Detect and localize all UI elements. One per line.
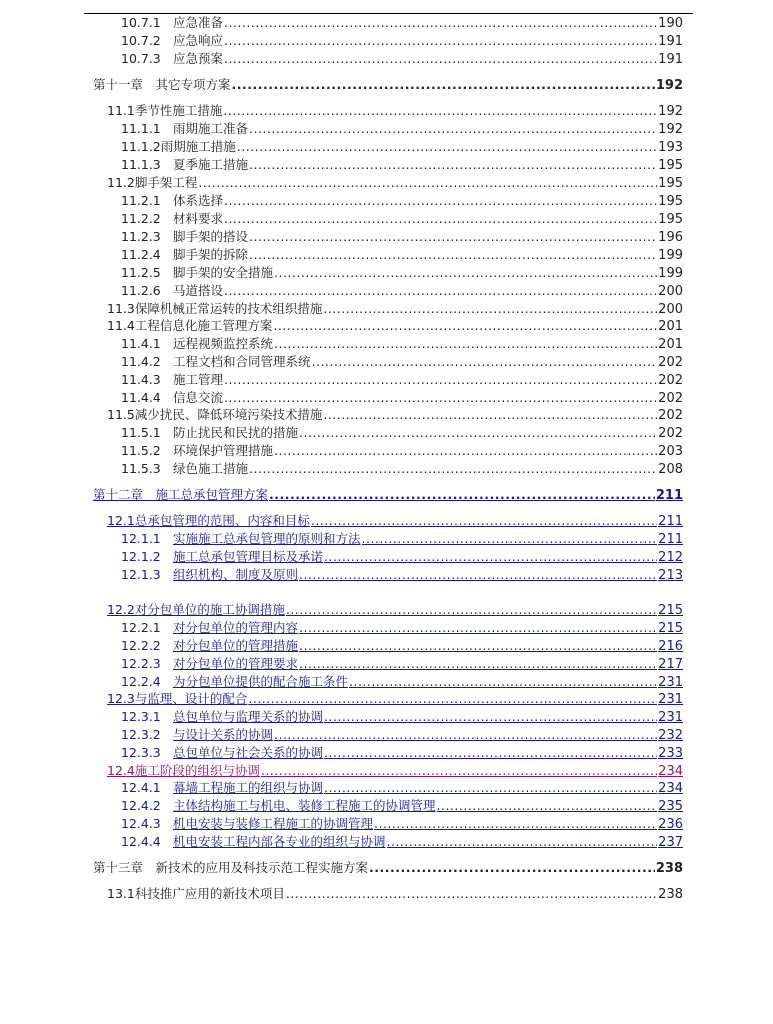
dot-leader <box>349 673 657 691</box>
toc-entry-text: 脚手架的安全措施 <box>173 265 274 280</box>
toc-entry-title <box>121 32 223 50</box>
toc-entry-text: 对分包单位的管理措施 <box>173 638 299 653</box>
toc-entry-number: 11.4.4 <box>121 390 161 405</box>
dot-leader <box>324 548 657 566</box>
toc-entry-text: 材料要求 <box>173 211 224 226</box>
toc-page-number: 192 <box>658 122 683 137</box>
toc-page-number: 211 <box>658 514 683 529</box>
toc-entry-title <box>121 353 311 371</box>
toc-page-number: 199 <box>658 266 683 281</box>
toc-chapter-entry[interactable] <box>93 486 683 504</box>
toc-entry <box>121 371 683 389</box>
dot-leader <box>248 690 657 708</box>
toc-entry <box>121 138 683 156</box>
toc-entry <box>121 192 683 210</box>
dot-leader <box>324 744 657 762</box>
toc-entry[interactable] <box>121 655 683 673</box>
toc-entry-number: 12.1.2 <box>121 549 161 564</box>
toc-entry-number: 12.4.3 <box>121 816 161 831</box>
toc-entry-number: 10.7.1 <box>121 15 161 30</box>
toc-page-number: 196 <box>658 230 683 245</box>
toc-entry-title <box>107 885 285 903</box>
toc-entry-text: 实施施工总承包管理的原则和方法 <box>173 531 361 546</box>
toc-entry-text: 11.4工程信息化施工管理方案 <box>107 318 273 333</box>
toc-entry[interactable] <box>107 690 683 708</box>
dot-leader <box>269 486 655 504</box>
toc-entry-text: 11.3保障机械正常运转的技术组织措施 <box>107 301 323 316</box>
dot-leader <box>224 192 657 210</box>
toc-entry-text: 环境保护管理措施 <box>173 443 274 458</box>
dot-leader <box>362 530 658 548</box>
toc-page-number: 200 <box>658 284 683 299</box>
toc-entry-text: 绿色施工措施 <box>173 461 249 476</box>
toc-entry <box>121 389 683 407</box>
toc-entry <box>121 156 683 174</box>
toc-page-number: 195 <box>658 212 683 227</box>
toc-entry[interactable] <box>121 779 683 797</box>
toc-entry-number: 12.2.2 <box>121 638 161 653</box>
toc-entry[interactable] <box>121 619 683 637</box>
toc-entry-title <box>121 210 223 228</box>
toc-entry-text: 信息交流 <box>173 390 224 405</box>
toc-entry-title <box>121 228 248 246</box>
dot-leader <box>299 619 657 637</box>
toc-entry-number: 12.3.1 <box>121 709 161 724</box>
toc-page-number: 191 <box>658 52 683 67</box>
dot-leader <box>198 174 657 192</box>
toc-entry <box>121 210 683 228</box>
toc-entry[interactable] <box>121 833 683 851</box>
dot-leader <box>224 282 657 300</box>
toc-entry-title <box>107 102 222 120</box>
toc-entry-title <box>107 690 247 708</box>
toc-entry-title <box>121 138 236 156</box>
toc-entry-text: 总包单位与监理关系的协调 <box>173 709 324 724</box>
toc-entry-text: 机电安装与装修工程施工的协调管理 <box>173 816 374 831</box>
dot-leader <box>249 228 657 246</box>
toc-chapter-entry <box>93 76 683 94</box>
toc-entry-title <box>121 264 273 282</box>
toc-entry-text: 第十二章 施工总承包管理方案 <box>93 487 269 502</box>
toc-entry-number: 12.2.1 <box>121 620 161 635</box>
toc-entry-title <box>121 335 273 353</box>
toc-page-number: 201 <box>658 319 683 334</box>
toc-page-number: 234 <box>658 764 683 779</box>
dot-leader <box>286 601 657 619</box>
toc-entry-title <box>121 371 223 389</box>
toc-page-number: 231 <box>658 675 683 690</box>
toc-entry-text: 应急预案 <box>173 51 224 66</box>
dot-leader <box>299 637 657 655</box>
dot-leader <box>249 156 657 174</box>
toc-entry <box>107 102 683 120</box>
toc-entry-title <box>107 512 310 530</box>
toc-page-number: 215 <box>658 603 683 618</box>
dot-leader <box>249 246 657 264</box>
toc-entry-text: 对分包单位的管理内容 <box>173 620 299 635</box>
dot-leader <box>312 353 658 371</box>
toc-entry-text: 第十一章 其它专项方案 <box>93 77 231 92</box>
toc-page-number: 211 <box>658 532 683 547</box>
toc-entry-number: 12.2.3 <box>121 656 161 671</box>
toc-entry-title <box>121 442 273 460</box>
dot-leader <box>224 32 657 50</box>
toc-entry-title <box>93 486 268 504</box>
toc-entry-text: 应急响应 <box>173 33 224 48</box>
toc-entry-text: 与设计关系的协调 <box>173 727 274 742</box>
toc-page-number: 195 <box>658 158 683 173</box>
toc-entry-text: 脚手架的搭设 <box>173 229 249 244</box>
dot-leader <box>299 655 657 673</box>
toc-entry-text: 幕墙工程施工的组织与协调 <box>173 780 324 795</box>
toc-entry-title <box>107 762 260 780</box>
toc-entry[interactable] <box>121 548 683 566</box>
toc-entry-text: 施工总承包管理目标及承诺 <box>173 549 324 564</box>
toc-page-number: 232 <box>658 728 683 743</box>
dot-leader <box>311 512 657 530</box>
toc-entry <box>107 406 683 424</box>
toc-page-number: 216 <box>658 639 683 654</box>
toc-entry-number: 12.3.2 <box>121 727 161 742</box>
dot-leader <box>224 371 657 389</box>
toc-entry-number: 11.5.3 <box>121 461 161 476</box>
dot-leader <box>237 138 657 156</box>
toc-entry[interactable] <box>121 673 683 691</box>
dot-leader <box>223 102 657 120</box>
toc-entry-number: 12.4.1 <box>121 780 161 795</box>
toc-entry-title <box>121 424 298 442</box>
toc-entry-title <box>93 859 368 877</box>
toc-entry-number: 11.2.1 <box>121 193 161 208</box>
toc-entry-title <box>121 14 223 32</box>
toc-entry-text: 雨期施工准备 <box>173 121 249 136</box>
toc-entry-text: 组织机构、制度及原则 <box>173 567 299 582</box>
toc-entry[interactable] <box>121 815 683 833</box>
toc-entry-text: 远程视频监控系统 <box>173 336 274 351</box>
toc-entry-number: 11.2.4 <box>121 247 161 262</box>
toc-page-number: 201 <box>658 337 683 352</box>
toc-entry <box>121 120 683 138</box>
toc-entry <box>121 14 683 32</box>
toc-entry <box>121 442 683 460</box>
dot-leader <box>249 120 657 138</box>
toc-page-number: 215 <box>658 621 683 636</box>
dot-leader <box>323 300 657 318</box>
toc-entry[interactable] <box>107 601 683 619</box>
toc-entry-number: 11.1.3 <box>121 157 161 172</box>
toc-page-number: 195 <box>658 194 683 209</box>
toc-entry-title <box>121 815 373 833</box>
toc-entry <box>121 353 683 371</box>
toc-chapter-entry <box>93 859 683 877</box>
toc-page-number: 231 <box>658 710 683 725</box>
toc-entry <box>107 317 683 335</box>
dot-leader <box>224 210 657 228</box>
dot-leader <box>324 779 657 797</box>
toc-page-number: 238 <box>658 887 683 902</box>
toc-entry <box>121 50 683 68</box>
dot-leader <box>261 762 657 780</box>
toc-entry-number: 11.2.2 <box>121 211 161 226</box>
dot-leader <box>437 797 658 815</box>
toc-entry-number: 12.3.3 <box>121 745 161 760</box>
toc-entry <box>121 335 683 353</box>
toc-page-number: 211 <box>655 488 683 503</box>
toc-page-number: 234 <box>658 781 683 796</box>
toc-page-number: 236 <box>658 817 683 832</box>
toc-entry-text: 工程文档和合同管理系统 <box>173 354 311 369</box>
dot-leader <box>249 460 657 478</box>
toc-entry-number: 11.1.1 <box>121 121 161 136</box>
toc-entry[interactable] <box>121 637 683 655</box>
dot-leader <box>232 76 655 94</box>
toc-entry-number: 12.1.1 <box>121 531 161 546</box>
toc-entry-text: 13.1科技推广应用的新技术项目 <box>107 886 285 901</box>
toc-entry-text: 主体结构施工与机电、装修工程施工的协调管理 <box>173 798 436 813</box>
dot-leader <box>369 859 655 877</box>
toc-entry-title <box>121 530 361 548</box>
toc-entry <box>107 885 683 903</box>
toc-entry-text: 体系选择 <box>173 193 224 208</box>
toc-entry-text: 12.3与监理、设计的配合 <box>107 691 248 706</box>
toc-entry-title <box>121 708 323 726</box>
toc-entry <box>121 424 683 442</box>
dot-leader <box>286 885 657 903</box>
toc-entry-title <box>121 156 248 174</box>
dot-leader <box>299 424 657 442</box>
toc-entry <box>121 246 683 264</box>
toc-entry <box>121 264 683 282</box>
toc-page-number: 199 <box>658 248 683 263</box>
dot-leader <box>274 726 657 744</box>
toc-entry-number: 10.7.2 <box>121 33 161 48</box>
toc-entry-title <box>121 120 248 138</box>
dot-leader <box>387 833 658 851</box>
toc-entry-title <box>121 637 298 655</box>
toc-entry-text: 11.5减少扰民、降低环境污染技术措施 <box>107 407 323 422</box>
dot-leader <box>324 708 657 726</box>
toc-page-number: 192 <box>658 104 683 119</box>
toc-entry-title <box>121 833 386 851</box>
dot-leader <box>274 335 657 353</box>
toc-entry-title <box>121 50 223 68</box>
toc-page-number: 235 <box>658 799 683 814</box>
toc-entry-title <box>121 726 273 744</box>
toc-entry-title <box>121 192 223 210</box>
toc-entry[interactable] <box>121 797 683 815</box>
toc-entry-title <box>107 601 285 619</box>
toc-page-number: 193 <box>658 140 683 155</box>
toc-entry-title <box>107 317 272 335</box>
dot-leader <box>274 264 657 282</box>
toc-entry[interactable] <box>121 530 683 548</box>
toc-entry-text: 12.2对分包单位的施工协调措施 <box>107 602 285 617</box>
toc-entry-title <box>121 673 348 691</box>
toc-page-number: 202 <box>658 408 683 423</box>
toc-entry-title <box>121 797 436 815</box>
toc-entry-title <box>121 566 298 584</box>
toc-entry-text: 11.1季节性施工措施 <box>107 103 223 118</box>
toc-entry <box>107 300 683 318</box>
dot-leader <box>323 406 657 424</box>
dot-leader <box>274 442 657 460</box>
toc-page-number: 203 <box>658 444 683 459</box>
toc-entry[interactable] <box>121 566 683 584</box>
toc-entry-text: 脚手架的拆除 <box>173 247 249 262</box>
toc-entry-number: 12.1.3 <box>121 567 161 582</box>
toc-entry-title <box>121 779 323 797</box>
toc-entry-title <box>107 174 197 192</box>
toc-entry-text: 12.1总承包管理的范围、内容和目标 <box>107 513 310 528</box>
toc-page-number: 191 <box>658 34 683 49</box>
toc-page-number: 202 <box>658 355 683 370</box>
toc-entry-number: 11.2.3 <box>121 229 161 244</box>
toc-entry <box>121 228 683 246</box>
toc-entry-text: 夏季施工措施 <box>173 157 249 172</box>
toc-entry-text: 11.2脚手架工程 <box>107 175 198 190</box>
toc-entry-text: 第十三章 新技术的应用及科技示范工程实施方案 <box>93 860 369 875</box>
toc-page-number: 202 <box>658 391 683 406</box>
toc-entry-text: 11.1.2雨期施工措施 <box>121 139 236 154</box>
toc-entry-title <box>121 619 298 637</box>
toc-entry[interactable] <box>107 762 683 780</box>
toc-entry-title <box>121 548 323 566</box>
toc-page-number: 200 <box>658 302 683 317</box>
dot-leader <box>224 50 657 68</box>
toc-page-number: 202 <box>658 426 683 441</box>
toc-entry[interactable] <box>121 708 683 726</box>
toc-entry-title <box>107 406 322 424</box>
toc-page-number: 202 <box>658 373 683 388</box>
toc-entry <box>107 174 683 192</box>
toc-entry-number: 11.4.3 <box>121 372 161 387</box>
toc-entry-number: 11.2.5 <box>121 265 161 280</box>
toc-page-number: 195 <box>658 176 683 191</box>
toc-entry-title <box>121 389 223 407</box>
toc-page-number: 237 <box>658 835 683 850</box>
toc-entry-number: 10.7.3 <box>121 51 161 66</box>
toc-entry[interactable] <box>107 512 683 530</box>
toc-entry <box>121 460 683 478</box>
toc-entry-number: 11.4.1 <box>121 336 161 351</box>
toc-entry-title <box>121 282 223 300</box>
toc-entry-text: 应急准备 <box>173 15 224 30</box>
toc-entry-text: 12.4施工阶段的组织与协调 <box>107 763 260 778</box>
toc-entry-number: 11.5.2 <box>121 443 161 458</box>
toc-entry-number: 11.4.2 <box>121 354 161 369</box>
toc-entry-number: 12.2.4 <box>121 674 161 689</box>
toc-page-number: 217 <box>658 657 683 672</box>
toc-entry-title <box>93 76 231 94</box>
toc-page-number: 238 <box>655 861 683 876</box>
toc-entry <box>121 282 683 300</box>
toc-entry-title <box>121 655 298 673</box>
toc-entry[interactable] <box>121 744 683 762</box>
toc-entry-title <box>121 246 248 264</box>
toc-entry-text: 施工管理 <box>173 372 224 387</box>
toc-page-number: 213 <box>658 568 683 583</box>
toc-page-number: 212 <box>658 550 683 565</box>
toc-page-number: 190 <box>658 16 683 31</box>
toc-entry-number: 11.5.1 <box>121 425 161 440</box>
toc-entry-number: 11.2.6 <box>121 283 161 298</box>
toc-entry-text: 防止扰民和民扰的措施 <box>173 425 299 440</box>
toc-entry-title <box>121 744 323 762</box>
dot-leader <box>224 389 657 407</box>
toc-entry-number: 12.4.4 <box>121 834 161 849</box>
toc-entry-title <box>107 300 322 318</box>
toc-page-number: 192 <box>655 78 683 93</box>
dot-leader <box>374 815 657 833</box>
toc-entry-text: 总包单位与社会关系的协调 <box>173 745 324 760</box>
dot-leader <box>273 317 657 335</box>
toc-entry <box>121 32 683 50</box>
toc-entry-number: 12.4.2 <box>121 798 161 813</box>
dot-leader <box>224 14 657 32</box>
toc-entry-text: 机电安装工程内部各专业的组织与协调 <box>173 834 386 849</box>
toc-page-number: 208 <box>658 462 683 477</box>
toc-entry-text: 为分包单位提供的配合施工条件 <box>173 674 349 689</box>
toc-entry-text: 对分包单位的管理要求 <box>173 656 299 671</box>
toc-entry-text: 马道搭设 <box>173 283 224 298</box>
toc-entry[interactable] <box>121 726 683 744</box>
dot-leader <box>299 566 657 584</box>
toc-page-number: 233 <box>658 746 683 761</box>
toc-page-number: 231 <box>658 692 683 707</box>
toc-entry-title <box>121 460 248 478</box>
